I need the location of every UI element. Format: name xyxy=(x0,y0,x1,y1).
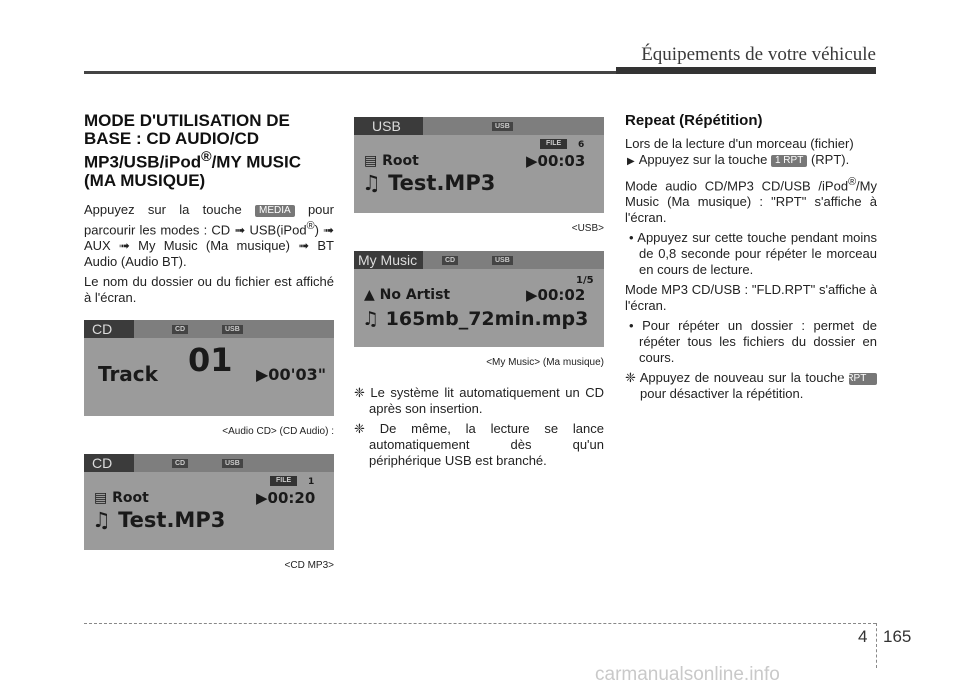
note-auto-cd: ❈ Le système lit automatiquement un CD après son insertion. xyxy=(354,385,604,416)
left-column xyxy=(84,112,334,588)
header-rule-accent xyxy=(616,67,876,74)
caption-my-music: <My Music> (Ma musique) xyxy=(486,357,604,368)
repeat-para-3: Mode MP3 CD/USB : "FLD.RPT" s'affiche à l'écran. xyxy=(625,282,877,314)
footer-rule xyxy=(84,623,876,624)
display-my-music: My Music CD USB 1/5 ▲ No Artist ▶00:02 ♫ 165mb_72min.mp3 xyxy=(354,251,604,347)
middle-column xyxy=(354,117,604,473)
chapter-number: 4 xyxy=(858,627,868,646)
rpt-button-icon: 1 RPT xyxy=(771,155,807,167)
caption-audio-cd: <Audio CD> (CD Audio) : xyxy=(222,425,334,437)
repeat-para-2: Mode audio CD/MP3 CD/USB /iPod®/My Music (Ma musique) : "RPT" s'affiche à l'écran. xyxy=(625,176,877,226)
repeat-note: ❈ Appuyez de nouveau sur la touche 1 RPT pour désactiver la répétition. xyxy=(625,370,877,402)
display-cd-mp3: CD CD USB FILE 1 ▤ Root ▶00:20 ♫ Test.MP3 xyxy=(84,454,334,550)
rpt-button-icon-2: 1 RPT xyxy=(849,373,877,385)
repeat-heading: Repeat (Répétition) xyxy=(625,112,763,129)
caption-usb: <USB> xyxy=(571,223,604,234)
display-usb: USB USB FILE 6 ▤ Root ▶00:03 ♫ Test.MP3 xyxy=(354,117,604,213)
repeat-para-1: Lors de la lecture d'un morceau (fichier) ▶ Appuyez sur la touche 1 RPT (RPT). xyxy=(625,136,854,167)
repeat-bullet-1: • Appuyez sur cette touche pendant moins de 0,8 seconde pour répéter le morceau en cours de lecture. xyxy=(629,230,877,278)
right-column xyxy=(625,112,877,406)
display-audio-cd: CD CD USB Track 01 ▶00'03" xyxy=(84,320,334,416)
section-title: Équipements de votre véhicule xyxy=(641,44,876,65)
caption-cd-mp3: <CD MP3> xyxy=(284,559,334,571)
display-paragraph: Le nom du dossier ou du fichier est affiché à l'écran. xyxy=(84,273,334,305)
intro-paragraph: Appuyez sur la touche MEDIA pour parcourir les modes : CD ➟ USB(iPod®) ➟ AUX ➟ My Music (Ma musique) ➟ BT Audio (Audio BT). xyxy=(84,201,334,269)
section-heading: MODE D'UTILISATION DE BASE : CD AUDIO/CD MP3/USB/iPod®/MY MUSIC (MA MUSIQUE) xyxy=(84,111,301,190)
watermark: carmanualsonline.info xyxy=(595,664,780,685)
page-number: 165 xyxy=(883,627,912,646)
arrow-right-icon: ▶ xyxy=(627,156,635,167)
media-button-icon: MEDIA xyxy=(255,205,295,217)
note-auto-usb: ❈ De même, la lecture se lance automatiquement dès qu'un périphérique USB est branché. xyxy=(354,421,604,468)
footer-divider xyxy=(876,623,877,668)
repeat-bullet-2: • Pour répéter un dossier : permet de répéter tous les fichiers du dossier en cours. xyxy=(629,318,877,366)
